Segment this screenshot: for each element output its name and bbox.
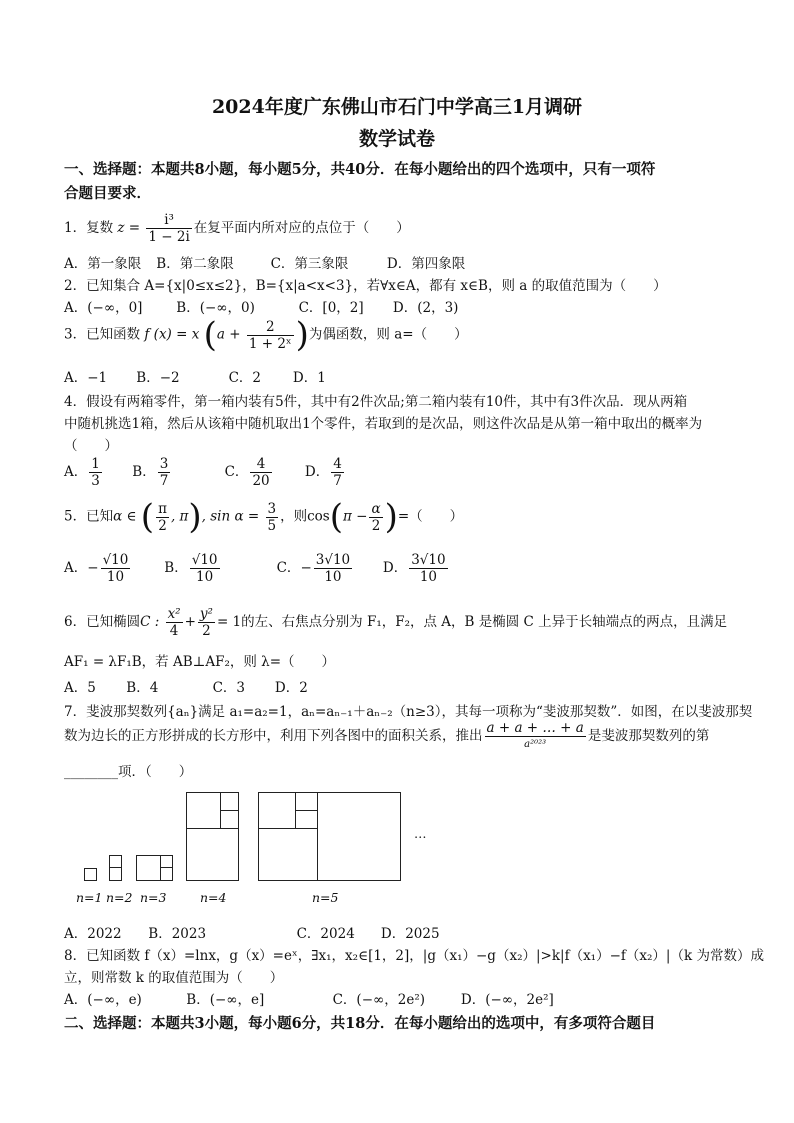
q1-numerator: i³ [146, 212, 191, 229]
q2-option-a[interactable]: A．(−∞，0] [64, 300, 143, 316]
q1-denominator: 1 − 2i [148, 229, 190, 245]
fib-divider-n4b [186, 792, 221, 829]
question-4-line2: 中随机挑选1箱，然后从该箱中随机取出1个零件，若取到的是次品，则这件次品是从第一箱中取出的概率为 [64, 416, 703, 432]
q3-fraction [247, 319, 294, 352]
q5-option-d[interactable]: D． $\frac{3√10}{10}$ [382, 552, 446, 585]
q5-options [64, 552, 450, 585]
q3-right-paren: ) [295, 315, 309, 355]
q6-option-b[interactable]: B．4 [126, 680, 159, 696]
q1-option-d[interactable]: D．第四象限 [386, 256, 466, 272]
q6-option-a[interactable]: A．5 [64, 680, 96, 696]
q2-options [64, 296, 458, 316]
question-7-line1: 7．斐波那契数列{aₙ}满足 a₁=a₂=1，aₙ=aₙ₋₁＋aₙ₋₂（n≥3），其每一项称为“斐波那契数”．如图，在以斐波那契 [64, 704, 753, 720]
question-4-line1: 4．假设有两箱零件，第一箱内装有5件，其中有2件次品;第二箱内装有10件，其中有3件次品．现从两箱 [64, 394, 688, 410]
fib-square-n1 [84, 868, 97, 881]
q3-denominator: 1 + 2ˣ [248, 335, 292, 352]
fib-label-n1: n=1 [76, 890, 103, 905]
q4-option-d[interactable]: D． $\frac{4}{7}$ [304, 456, 342, 489]
q1-option-b[interactable]: B．第二象限 [156, 256, 234, 272]
section1-heading: 一、选择题：本题共8小题，每小题5分，共40分．在每小题给出的四个选项中，只有一项符 [64, 161, 656, 178]
q5-option-b[interactable]: B． $\frac{√10}{10}$ [164, 552, 218, 585]
q7-option-c[interactable]: C．2024 [296, 926, 355, 942]
q6-option-c[interactable]: C．3 [212, 680, 246, 696]
fib-divider-n3b [160, 855, 173, 868]
q3-option-c[interactable]: C．2 [228, 370, 262, 386]
question-1 [64, 212, 410, 245]
q7-option-a[interactable]: A．2022 [64, 926, 122, 942]
question-2: 2．已知集合 A={x|0≤x≤2}，B={x|a<x<3}，若∀x∈A，都有 x∈B，则 a 的取值范围为（ ） [64, 278, 667, 294]
q6-options [64, 676, 308, 696]
q1-option-c[interactable]: C．第三象限 [270, 256, 349, 272]
fib-label-n4: n=4 [200, 890, 227, 905]
q8-option-c[interactable]: C．(−∞，2e²) [332, 992, 426, 1008]
q1-option-a[interactable]: A．第一象限 [64, 256, 142, 272]
fib-label-n5: n=5 [312, 890, 339, 905]
q3-suffix: 为偶函数，则 a=（ ） [308, 326, 468, 343]
q4-option-a[interactable]: A． $\frac{1}{3}$ [64, 456, 100, 489]
q8-option-a[interactable]: A．(−∞，e) [64, 992, 142, 1008]
q7-option-b[interactable]: B．2023 [148, 926, 207, 942]
q5-option-a[interactable]: A．− $\frac{√10}{10}$ [64, 552, 129, 585]
q4-option-b[interactable]: B． $\frac{3}{7}$ [132, 456, 169, 489]
q1-variable: z = [117, 220, 141, 236]
q2-option-d[interactable]: D．(2，3) [392, 300, 459, 316]
fib-ellipsis: … [414, 826, 427, 841]
section1-heading-cont: 合题目要求． [64, 185, 151, 202]
q7-options [64, 922, 440, 942]
q3-option-b[interactable]: B．−2 [136, 370, 180, 386]
q3-prefix: 3．已知函数 [64, 326, 141, 343]
q3-options [64, 366, 326, 386]
fib-divider-n3a [136, 855, 161, 881]
q4-option-c[interactable]: C． $\frac{4}{20}$ [224, 456, 270, 489]
q2-option-b[interactable]: B．(−∞，0) [176, 300, 255, 316]
q1-suffix: 在复平面内所对应的点位于（ ） [193, 220, 410, 236]
q4-options [64, 456, 346, 489]
question-8-line1: 8．已知函数 f（x）=lnx，g（x）=eˣ，∃x₁，x₂∈[1，2]，|g（x₁）−g（x₂）|>k|f（x₁）−f（x₂）|（k 为常数）成 [64, 948, 764, 964]
exam-title: 2024年度广东佛山市石门中学高三1月调研 [211, 96, 583, 118]
q8-options [64, 988, 554, 1008]
question-6-line2: AF₁ = λF₁B，若 AB⊥AF₂，则 λ=（ ） [64, 654, 336, 670]
question-7-line2: 数为边长的正方形拼成的长方形中，利用下列各图中的面积关系，推出 $\frac{a + a + \dots + a}{\text{a²⁰²³}}$ 是斐波那契数列的第 [64, 720, 710, 750]
question-3 [64, 315, 468, 355]
q1-options [64, 252, 465, 272]
question-4-line3: （ ） [64, 438, 118, 454]
section2-heading: 二、选择题：本题共3小题，每小题6分，共18分．在每小题给出的选项中，有多项符合题目 [64, 1015, 656, 1032]
question-7-line3: ________项．（ ） [64, 764, 193, 780]
fib-divider-n4c [220, 792, 239, 811]
question-8-line2: 立，则常数 k 的取值范围为（ ） [64, 970, 284, 986]
q1-fraction [146, 212, 191, 245]
fib-divider-n5d [295, 792, 318, 811]
question-5: 5．已知α ∈ ( $\frac{\pi}{2}$ , π), sin α = $\frac{3}{5}$ ，则cos(π − $\frac{\alpha}{2}$ )=（ ） [64, 497, 464, 537]
q3-left-paren: ( [203, 315, 217, 355]
q3-inner: a + [216, 326, 241, 343]
q8-option-d[interactable]: D．(−∞，2e²] [460, 992, 554, 1008]
q3-option-a[interactable]: A．−1 [64, 370, 108, 386]
fib-label-n2: n=2 [106, 890, 133, 905]
q6-option-d[interactable]: D．2 [274, 680, 308, 696]
fib-divider-n2 [109, 855, 122, 868]
q5-option-c[interactable]: C．− $\frac{3√10}{10}$ [276, 552, 351, 585]
q3-option-d[interactable]: D．1 [292, 370, 326, 386]
q8-option-b[interactable]: B．(−∞，e] [186, 992, 265, 1008]
q3-numerator: 2 [247, 319, 294, 336]
q7-option-d[interactable]: D．2025 [380, 926, 440, 942]
exam-subtitle: 数学试卷 [358, 128, 435, 150]
fib-divider-n5c [258, 792, 296, 829]
q2-option-c[interactable]: C．[0，2] [298, 300, 364, 316]
fib-label-n3: n=3 [140, 890, 167, 905]
q1-prefix: 1．复数 [64, 220, 114, 236]
question-6: 6．已知椭圆C : $\frac{\text{x²}}{4}$ + $\frac{\text{y²}}{2}$ = 1的左、右焦点分别为 F₁，F₂，点 A，B 是椭圆 C 上异于长轴端点的两点，且满足 [64, 606, 728, 639]
q3-function: f (x) = x [144, 326, 200, 343]
